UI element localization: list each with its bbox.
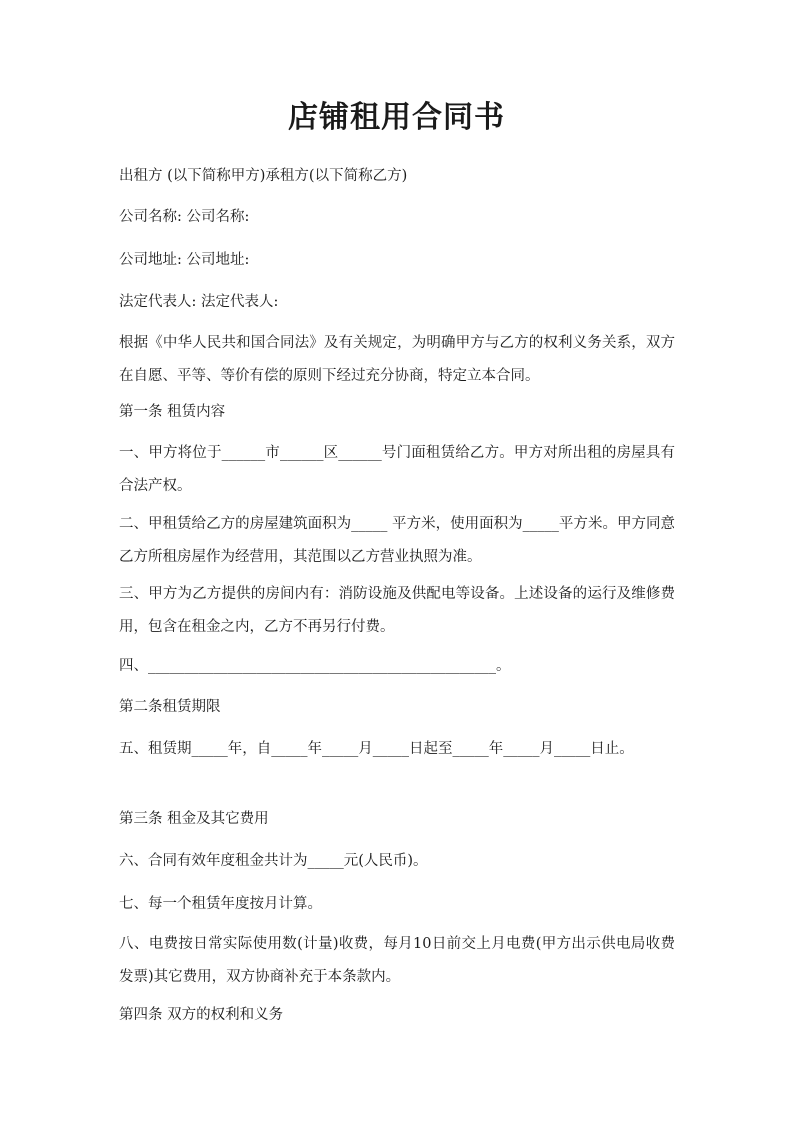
clause-1: 一、甲方将位于______市______区______号门面租赁给乙方。甲方对所出租的房屋具有合法产权。	[119, 445, 675, 494]
company-address-line: 公司地址: 公司地址:	[119, 252, 250, 268]
page-title: 店铺租用合同书	[288, 100, 505, 135]
clause-3: 三、甲方为乙方提供的房间内有：消防设施及供配电等设备。上述设备的运行及维修费用，包含在租金之内，乙方不再另行付费。	[119, 586, 675, 635]
clause-4: 四、________________________________________________。	[119, 658, 511, 674]
article-1-heading: 第一条 租赁内容	[119, 404, 226, 420]
clause-5: 五、租赁期_____年，自_____年_____月_____日起至_____年_____月_____日止。	[119, 741, 634, 757]
article-3-heading: 第三条 租金及其它费用	[119, 811, 269, 827]
clause-6: 六、合同有效年度租金共计为_____元(人民币)。	[119, 853, 428, 869]
article-4-heading: 第四条 双方的权利和义务	[119, 1007, 284, 1023]
clause-2: 二、甲租赁给乙方的房屋建筑面积为_____ 平方米，使用面积为_____平方米。甲方同意乙方所租房屋作为经营用，其范围以乙方营业执照为准。	[119, 516, 675, 565]
company-name-line: 公司名称: 公司名称:	[119, 209, 250, 225]
article-2-heading: 第二条租赁期限	[119, 699, 221, 715]
clause-8: 八、电费按日常实际使用数(计量)收费，每月10日前交上月电费(甲方出示供电局收费发票)其它费用，双方协商补充于本条款内。	[119, 936, 675, 985]
parties-line: 出租方 (以下简称甲方)承租方(以下简称乙方)	[119, 168, 408, 184]
clause-7: 七、每一个租赁年度按月计算。	[119, 896, 322, 912]
legal-representative-line: 法定代表人: 法定代表人:	[119, 294, 279, 310]
preamble-paragraph: 根据《中华人民共和国合同法》及有关规定，为明确甲方与乙方的权利义务关系，双方在自愿、平等、等价有偿的原则下经过充分协商，特定立本合同。	[119, 335, 675, 384]
